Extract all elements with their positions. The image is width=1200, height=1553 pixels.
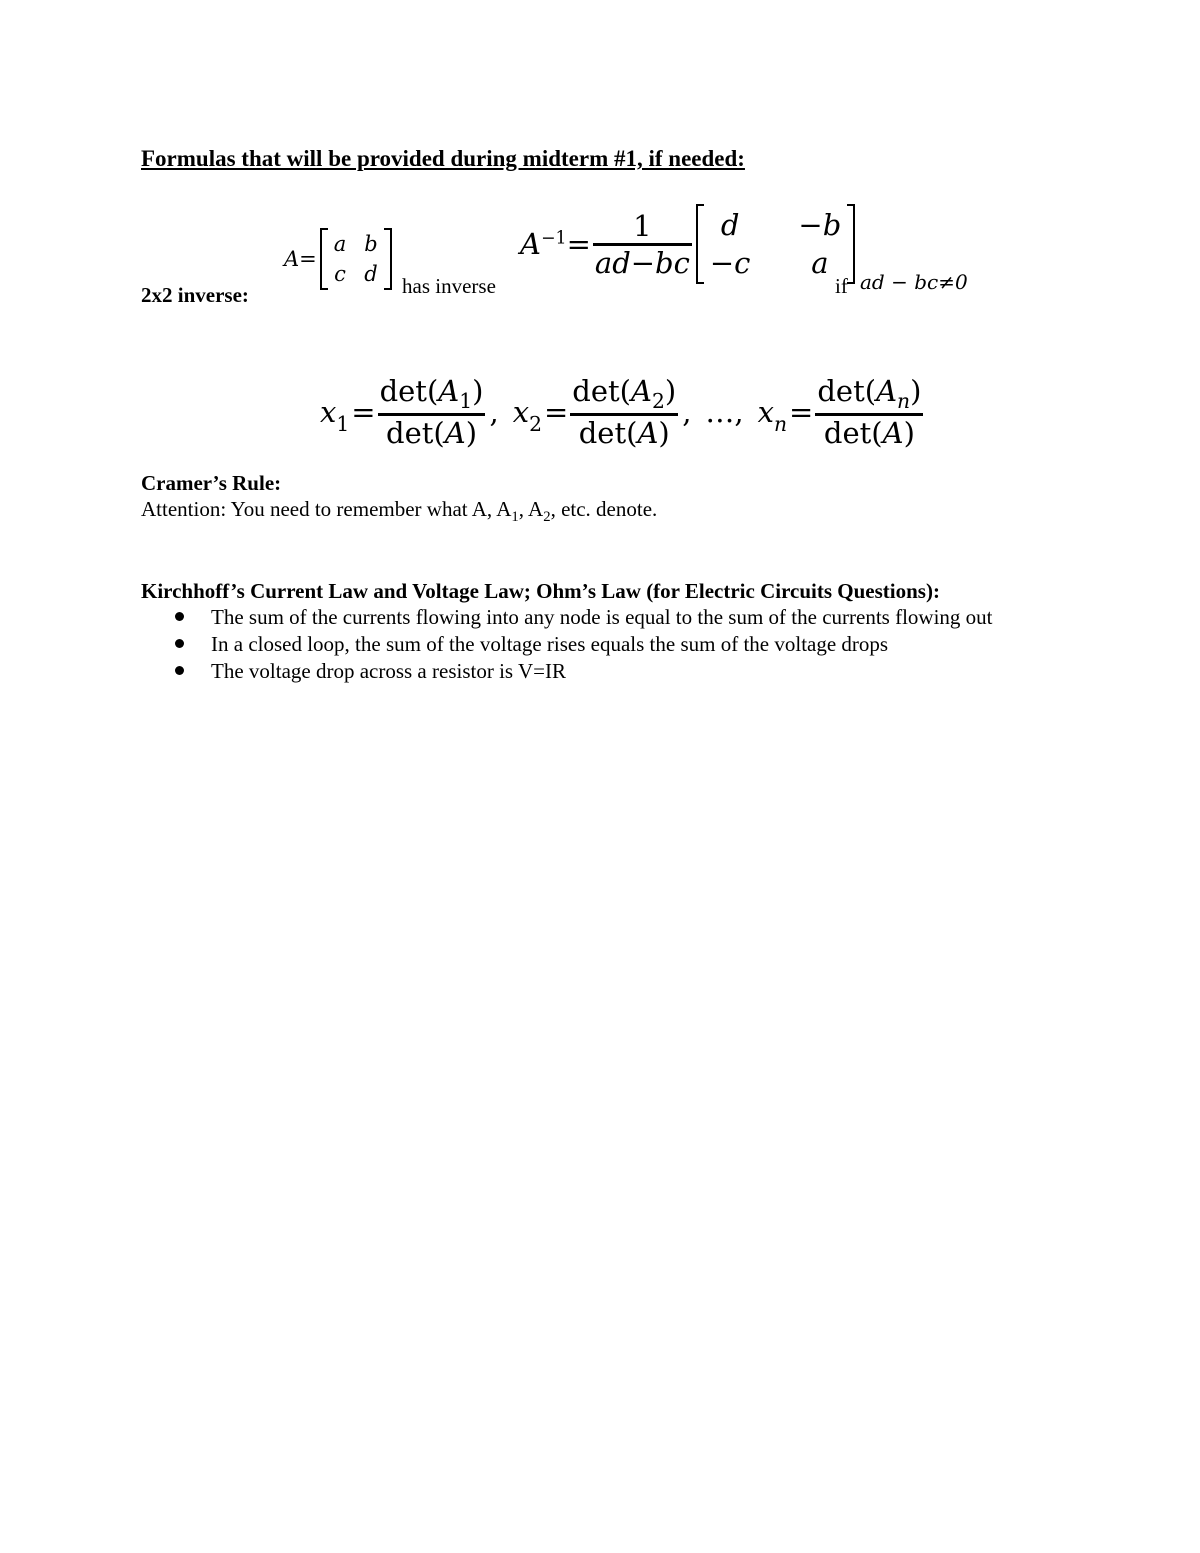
adjugate-cell: a [811, 246, 829, 280]
matrix-symbol: A [438, 374, 460, 409]
bullet-icon [175, 612, 184, 621]
cramer-variable-sub: 2 [529, 411, 542, 436]
matrix-symbol: A [631, 374, 652, 409]
cramer-variable-sub: n [773, 411, 788, 436]
right-bracket [384, 228, 392, 290]
matrix-symbol: A [882, 415, 904, 450]
cramer-variable: x [320, 394, 337, 429]
det-label: det [386, 415, 434, 450]
attention-text: Attention: You need to remember what A, A [141, 497, 512, 521]
inverse-a: A [520, 227, 541, 261]
separator: , [682, 394, 692, 429]
matrix-symbol: A [876, 374, 898, 409]
kirchhoff-list [175, 604, 1055, 685]
list-item-text: The sum of the currents flowing into any node is equal to the sum of the currents flowing out [211, 605, 993, 629]
cramer-variable-sub: 1 [336, 411, 350, 436]
det-label: det [823, 415, 872, 450]
fraction-numerator: 1 [633, 208, 652, 243]
attention-note [141, 497, 657, 526]
cramer-term-2: x $_2$ = $\frac{\det(A_2)}{\det(A)}$ , [512, 374, 692, 450]
adjugate-matrix [696, 204, 855, 284]
list-item [175, 658, 1055, 684]
separator: , [489, 394, 499, 429]
matrix-a-definition [284, 224, 392, 294]
left-bracket [696, 204, 704, 284]
cramer-fraction: $\frac{\det(A_n)}{\det(A)}$ [817, 374, 922, 450]
inverse-fraction [593, 209, 692, 280]
if-text: if [835, 274, 848, 298]
cramer-formula [320, 362, 923, 462]
matrix-sub: 2 [651, 388, 665, 413]
cramer-fraction: $\frac{\det(A_2)}{\det(A)}$ [572, 374, 677, 450]
matrix-a-cell: c [334, 262, 346, 286]
cramer-term-n: x $_n$ = $\frac{\det(A_n)}{\det(A)}$ [757, 374, 922, 450]
cramer-term-1: x $_1$ = $\frac{\det(A_1)}{\det(A)}$ , [320, 374, 499, 450]
matrix-a-cell: d [364, 262, 378, 286]
cramer-label: Cramer’s Rule: [141, 471, 282, 495]
invertibility-condition: ad − bc≠0 [860, 270, 968, 294]
ellipsis: …, [705, 395, 744, 429]
det-label: det [578, 415, 627, 450]
matrix-symbol: A [637, 415, 659, 450]
matrix-sub: n [897, 388, 911, 413]
list-item-text: The voltage drop across a resistor is V=IR [211, 659, 566, 683]
fraction-denominator: ad−bc [594, 245, 690, 280]
cramer-fraction: $\frac{\det(A_1)}{\det(A)}$ [379, 374, 484, 450]
det-label: det [379, 374, 427, 409]
det-label: det [817, 374, 865, 409]
inverse-exponent: −1 [540, 228, 567, 249]
bullet-icon [175, 666, 184, 675]
adjugate-cell: d [720, 208, 740, 242]
inverse-lhs [520, 227, 591, 261]
adjugate-cell: −c [709, 246, 751, 280]
matrix-a [320, 228, 392, 290]
matrix-symbol: A [444, 415, 466, 450]
attention-text: , etc. denote. [550, 497, 658, 521]
kirchhoff-heading: Kirchhoff’s Current Law and Voltage Law; Ohm’s Law (for Electric Circuits Questions): [141, 579, 940, 603]
page-title: Formulas that will be provided during midterm #1, if needed: [141, 146, 745, 171]
right-bracket [847, 204, 855, 284]
list-item [175, 631, 1055, 657]
attention-sub: 2 [543, 509, 551, 526]
list-item-text: In a closed loop, the sum of the voltage rises equals the sum of the voltage drops [211, 632, 889, 656]
list-item [175, 604, 1055, 630]
cramer-variable: x [512, 394, 530, 429]
matrix-sub: 1 [459, 388, 473, 413]
matrix-a-cell: b [364, 232, 378, 256]
det-label: det [572, 374, 620, 409]
inverse-label: 2x2 inverse: [141, 283, 249, 307]
inverse-formula [520, 196, 855, 292]
left-bracket [320, 228, 328, 290]
matrix-a-cell: a [333, 232, 347, 256]
adjugate-cell: −b [798, 208, 842, 242]
cramer-variable: x [757, 394, 774, 429]
attention-sub: 1 [511, 509, 519, 526]
attention-text: , A [518, 497, 544, 521]
inverse-equals: = [566, 227, 591, 261]
a-equals: A= [284, 247, 317, 271]
bullet-icon [175, 639, 184, 648]
has-inverse-text: has inverse [402, 274, 496, 298]
